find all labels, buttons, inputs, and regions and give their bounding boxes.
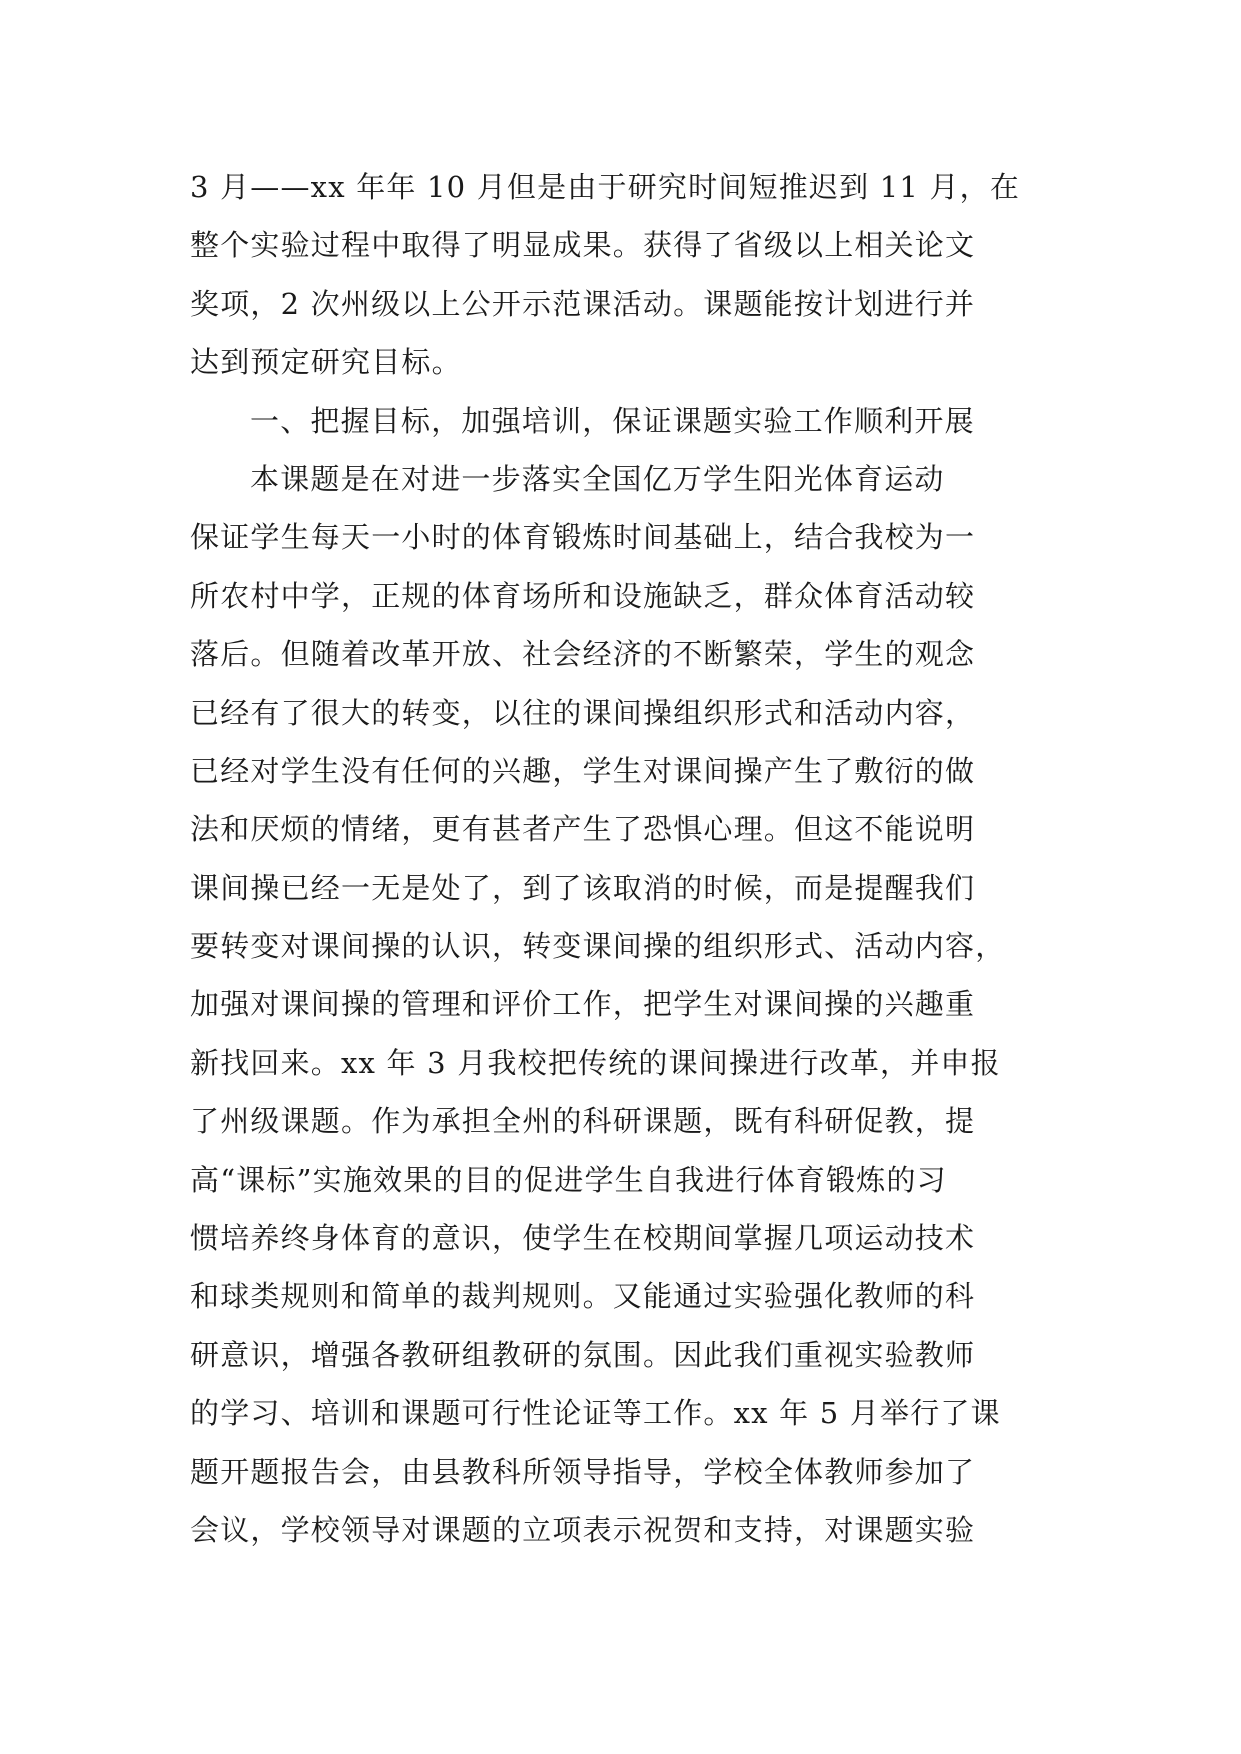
text-line: 加强对课间操的管理和评价工作，把学生对课间操的兴趣重 xyxy=(190,987,976,1022)
text-line: 已经有了很大的转变，以往的课间操组织形式和活动内容， xyxy=(190,695,976,730)
text-line: 要转变对课间操的认识，转变课间操的组织形式、活动内容， xyxy=(190,929,1006,964)
section-heading: 一、把握目标，加强培训，保证课题实验工作顺利开展 xyxy=(250,403,975,438)
text-line: 本课题是在对进一步落实全国亿万学生阳光体育运动 xyxy=(250,461,945,496)
text-line: 已经对学生没有任何的兴趣，学生对课间操产生了敷衍的做 xyxy=(190,753,976,788)
text-line: 落后。但随着改革开放、社会经济的不断繁荣，学生的观念 xyxy=(190,637,976,672)
text-line: 了州级课题。作为承担全州的科研课题，既有科研促教，提 xyxy=(190,1104,976,1139)
text-line: 达到预定研究目标。 xyxy=(190,345,462,380)
text-line: 研意识，增强各教研组教研的氛围。因此我们重视实验教师 xyxy=(190,1337,976,1372)
text-line: 奖项，2 次州级以上公开示范课活动。课题能按计划进行并 xyxy=(190,286,976,321)
text-line: 惯培养终身体育的意识，使学生在校期间掌握几项运动技术 xyxy=(190,1221,976,1256)
text-line: 所农村中学，正规的体育场所和设施缺乏，群众体育活动较 xyxy=(190,578,976,613)
text-line: 和球类规则和简单的裁判规则。又能通过实验强化教师的科 xyxy=(190,1279,976,1314)
text-line: 题开题报告会，由县教科所领导指导，学校全体教师参加了 xyxy=(190,1454,976,1489)
text-line: 课间操已经一无是处了，到了该取消的时候，而是提醒我们 xyxy=(190,870,976,905)
text-line: 新找回来。xx 年 3 月我校把传统的课间操进行改革，并申报 xyxy=(190,1045,1001,1080)
text-line: 法和厌烦的情绪，更有甚者产生了恐惧心理。但这不能说明 xyxy=(190,812,976,847)
text-line: 高“课标”实施效果的目的促进学生自我进行体育锻炼的习 xyxy=(190,1162,947,1197)
text-line: 会议，学校领导对课题的立项表示祝贺和支持，对课题实验 xyxy=(190,1512,976,1547)
text-line: 整个实验过程中取得了明显成果。获得了省级以上相关论文 xyxy=(190,228,976,263)
text-line: 保证学生每天一小时的体育锻炼时间基础上，结合我校为一 xyxy=(190,520,976,555)
body-text xyxy=(190,158,1050,1559)
text-line: 3 月——xx 年年 10 月但是由于研究时间短推迟到 11 月，在 xyxy=(190,170,1021,204)
text-line: 的学习、培训和课题可行性论证等工作。xx 年 5 月举行了课 xyxy=(190,1396,1001,1431)
